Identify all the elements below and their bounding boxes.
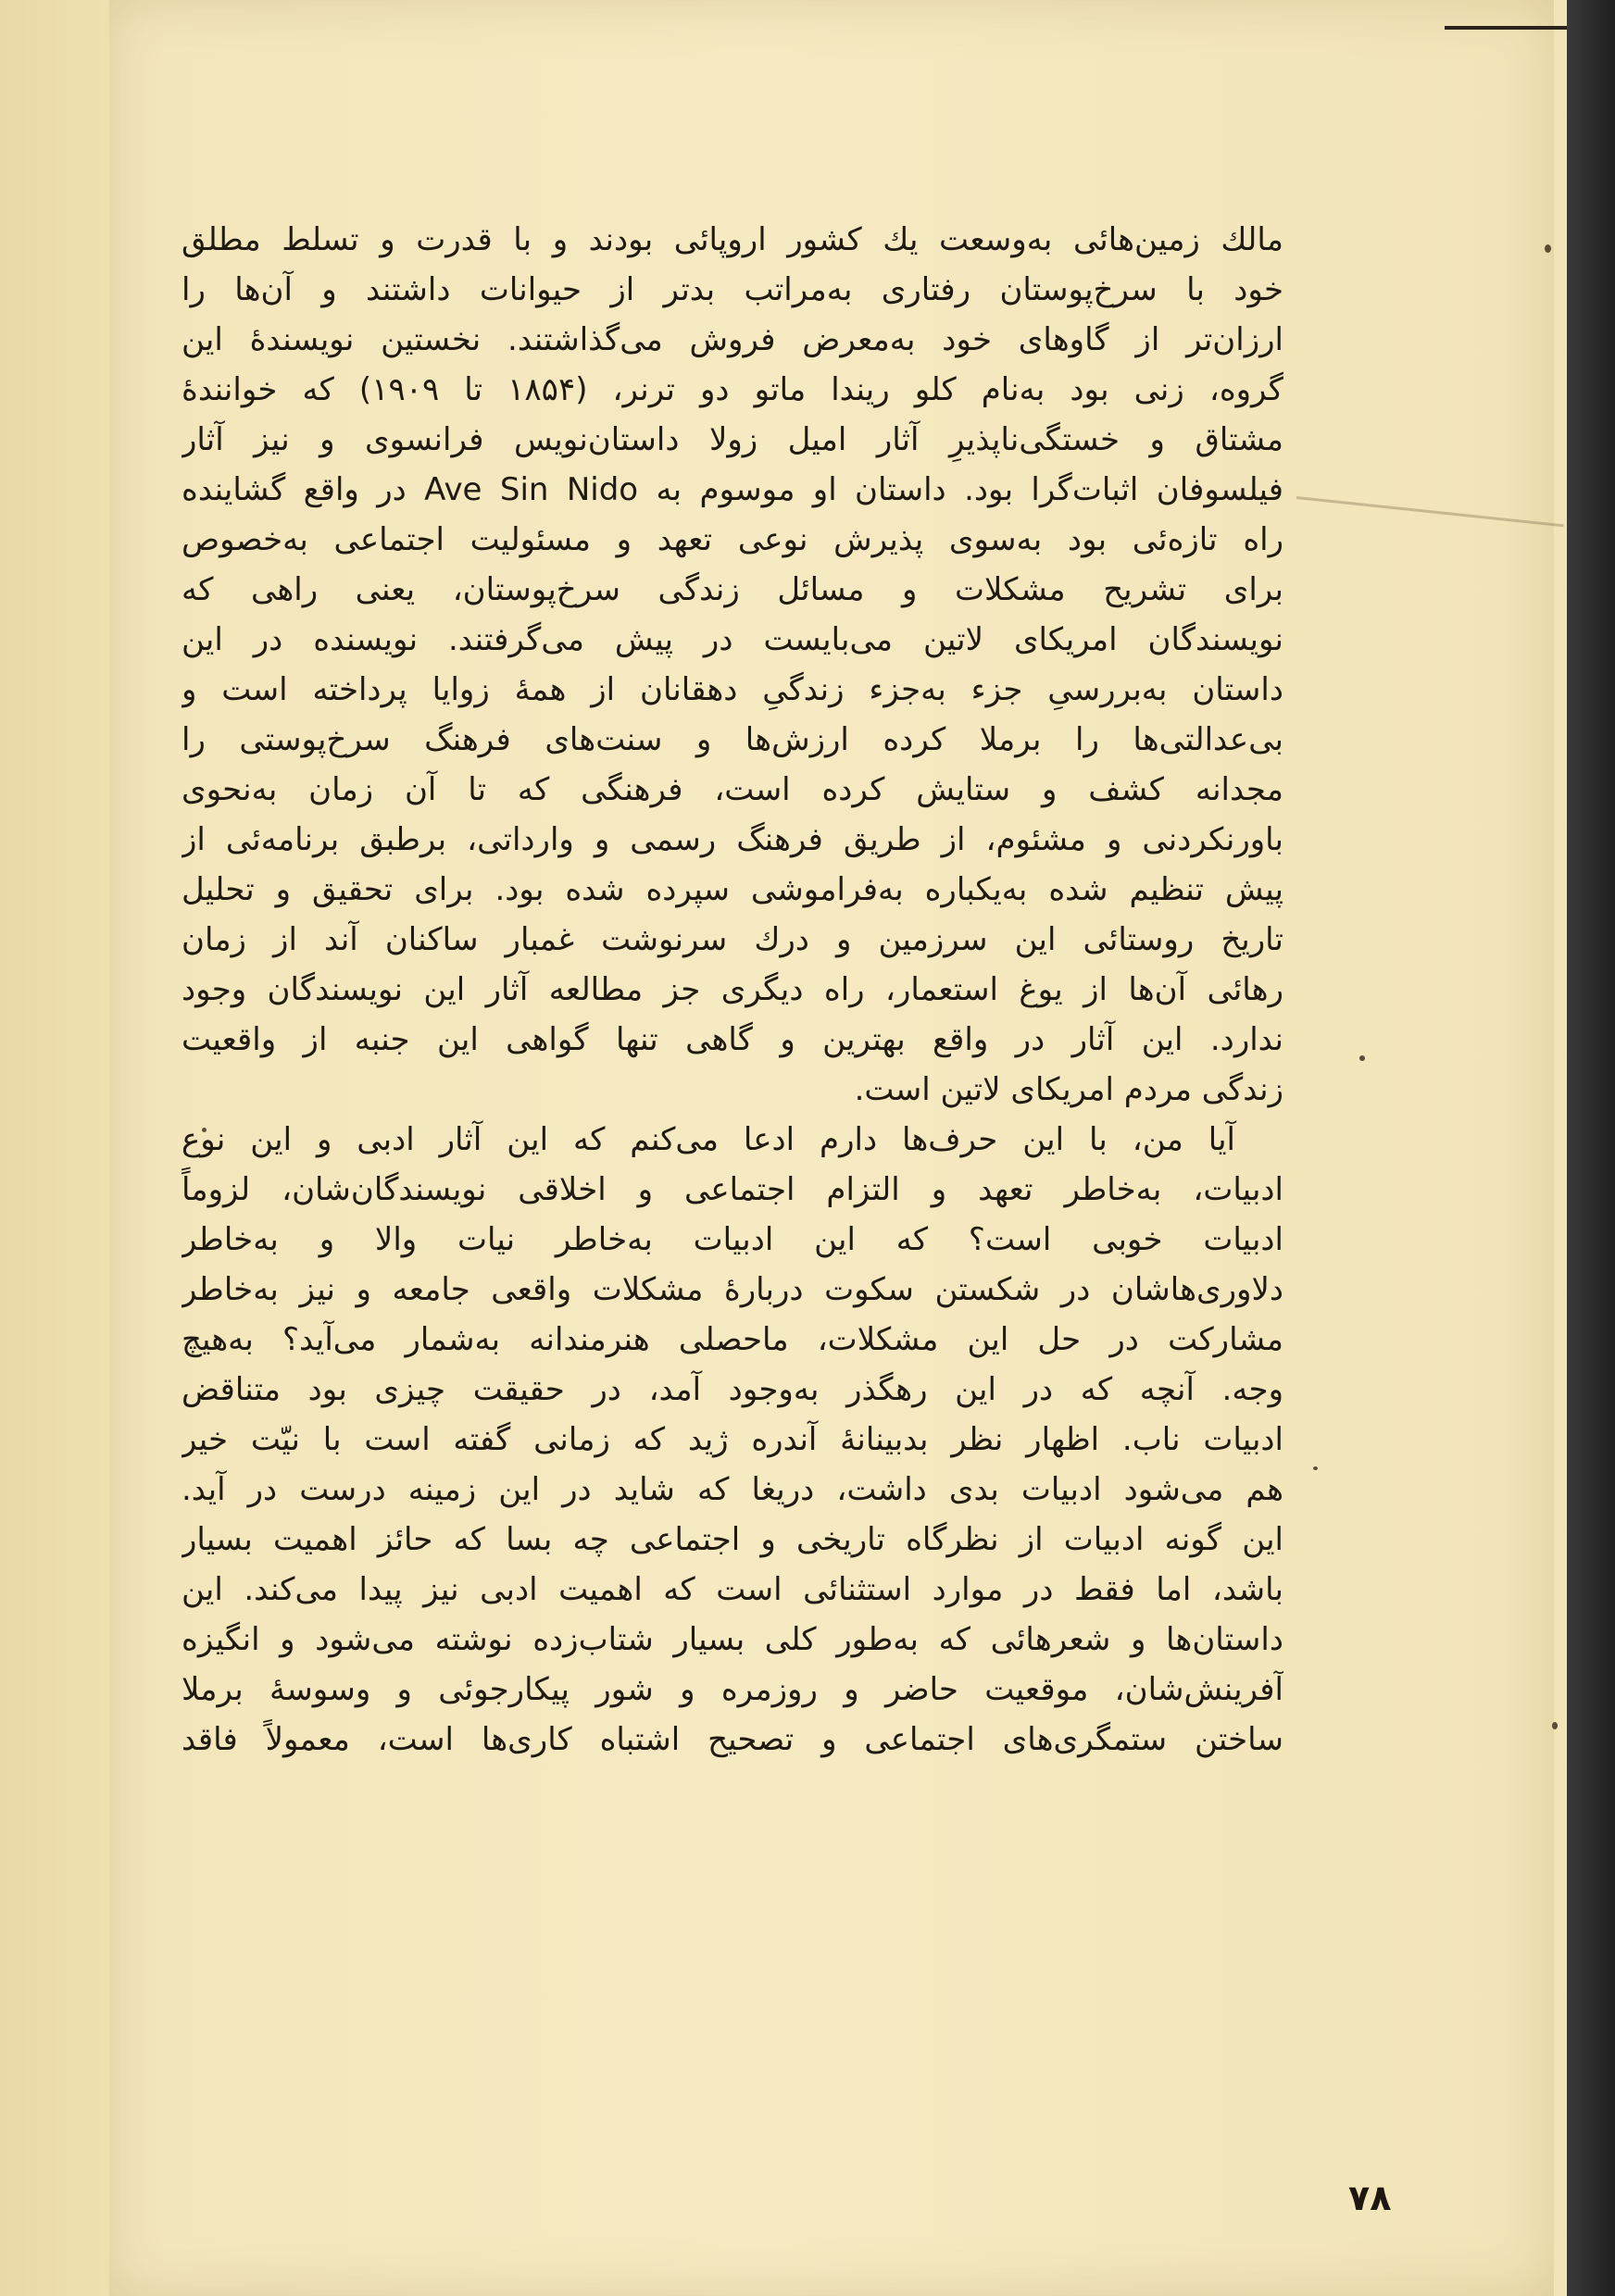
text-line: پیش تنظیم شده به‌یکباره به‌فراموشی سپرده شده بود. برای تحقیق و تحلیل	[182, 871, 1283, 908]
text-line: این گونه ادبیات از نظرگاه تاریخی و اجتماعی چه بسا که حائز اهمیت بسیار	[182, 1521, 1283, 1558]
text-line: باورنکردنی و مشئوم، از طریق فرهنگ رسمی و وارداتی، برطبق برنامه‌ئی از	[182, 821, 1283, 858]
text-line: وجه. آنچه که در این رهگذر به‌وجود آمد، در حقیقت چیزی بود متناقض	[182, 1371, 1283, 1408]
ink-speck	[1359, 1055, 1365, 1061]
ink-speck	[1313, 1466, 1318, 1470]
text-line: بی‌عدالتی‌ها را برملا کرده ارزش‌ها و سنت‌های فرهنگ سرخ‌پوستی را	[182, 721, 1283, 758]
text-line: رهائی آن‌ها از یوغ استعمار، راه دیگری جز مطالعه آثار این نویسندگان وجود	[182, 971, 1283, 1008]
text-line: مشارکت در حل این مشکلات، ماحصلی هنرمندانه به‌شمار می‌آید؟ به‌هیچ	[182, 1321, 1283, 1358]
text-line: خود با سرخ‌پوستان رفتاری به‌مراتب بدتر از حیوانات داشتند و آن‌ها را	[182, 271, 1283, 308]
page-binding-margin	[0, 0, 109, 2296]
text-line: ادبیات خوبی است؟ که این ادبیات به‌خاطر نیات والا و به‌خاطر	[182, 1221, 1283, 1258]
text-line: ارزان‌تر از گاوهای خود به‌معرض فروش می‌گذاشتند. نخستین نویسندهٔ این	[182, 321, 1283, 358]
text-line: برای تشریح مشکلات و مسائل زندگی سرخ‌پوستان، یعنی راهی که	[182, 571, 1283, 608]
text-line: تاریخ روستائی این سرزمین و درك سرنوشت غمبار ساکنان آند از زمان	[182, 921, 1283, 958]
page-number: ۷۸	[1348, 2177, 1392, 2218]
text-line: نویسندگان امریکای لاتین می‌بایست در پیش می‌گرفتند. نویسنده در این	[182, 621, 1283, 658]
paragraph-2	[182, 1115, 1283, 1765]
text-line: راه تازه‌ئی بود به‌سوی پذیرش نوعی تعهد و مسئولیت اجتماعی به‌خصوص	[182, 521, 1283, 558]
text-line: ساختن ستمگری‌های اجتماعی و تصحیح اشتباه کاری‌ها است، معمولاً فاقد	[182, 1721, 1283, 1758]
text-line: مجدانه کشف و ستایش کرده است، فرهنگی که تا آن زمان به‌نحوی	[182, 771, 1283, 808]
text-line: گروه، زنی بود به‌نام كلو ریندا ماتو دو ترنر، (۱۸۵۴ تا ۱۹۰۹) که خوانندهٔ	[182, 371, 1283, 408]
text-line: داستان‌ها و شعرهائی که به‌طور کلی بسیار شتاب‌زده نوشته می‌شود و انگیزه	[182, 1621, 1283, 1658]
text-line: مشتاق و خستگی‌ناپذیرِ آثار امیل زولا داستان‌نویس فرانسوی و نیز آثار	[182, 421, 1283, 458]
text-line: دلاوری‌هاشان در شکستن سکوت دربارهٔ مشکلات واقعی جامعه و نیز به‌خاطر	[182, 1271, 1283, 1308]
text-line: زندگی مردم امریکای لاتین است.	[854, 1071, 1283, 1108]
paragraph-1	[182, 215, 1283, 1115]
scan-dark-edge	[1567, 0, 1615, 2296]
ink-speck	[1552, 1722, 1558, 1729]
text-line: مالك زمین‌هائی به‌وسعت یك كشور اروپائی بودند و با قدرت و تسلط مطلق	[182, 221, 1283, 258]
text-line: آیا من، با این حرف‌ها دارم ادعا می‌کنم که این آثار ادبی و این نوع	[182, 1121, 1235, 1158]
text-line: آفرینش‌شان، موقعیت حاضر و روزمره و شور پیکارجوئی و وسوسهٔ برملا	[182, 1671, 1283, 1708]
text-line: هم می‌شود ادبیات بدی داشت، دریغا که شاید در این زمینه درست در آید.	[182, 1471, 1283, 1508]
corner-rule-line	[1445, 26, 1567, 30]
text-line: داستان به‌بررسیِ جزء به‌جزء زندگیِ دهقانان از همهٔ زوایا پرداخته است و	[182, 671, 1283, 708]
ink-speck	[1545, 244, 1551, 253]
text-line: ندارد. این آثار در واقع بهترین و گاهی تنها گواهی این جنبه از واقعیت	[182, 1021, 1283, 1058]
text-line: باشد، اما فقط در موارد استثنائی است که اهمیت ادبی نیز پیدا می‌کند. این	[182, 1571, 1283, 1608]
text-line: فیلسوفان اثبات‌گرا بود. داستان او موسوم به Ave Sin Nido در واقع گشاینده	[182, 471, 1283, 508]
body-text	[182, 215, 1283, 1765]
text-line: ادبیات ناب. اظهار نظر بدبینانهٔ آندره ژید که زمانی گفته است با نیّت خیر	[182, 1421, 1283, 1458]
text-line: ادبیات، به‌خاطر تعهد و التزام اجتماعی و اخلاقی نویسندگان‌شان، لزوماً	[182, 1171, 1283, 1208]
